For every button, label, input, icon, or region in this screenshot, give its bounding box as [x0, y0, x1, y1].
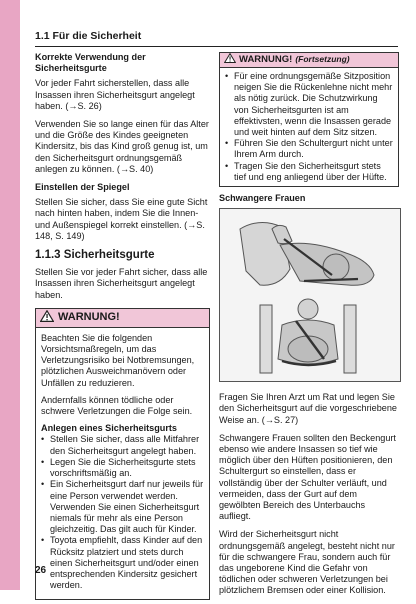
subheading-seatbelt-use: Korrekte Verwendung der Sicherheitsgurte — [35, 52, 146, 74]
list-item: • Toyota empfiehlt, dass Kinder auf den Rücksitz platziert und stets durch einen Sicherheitsgurt und/oder einen entsprechenden Kindersitz gesichert werden. — [41, 535, 203, 591]
subheading-pregnant: Schwangere Frauen — [219, 193, 306, 204]
paragraph: Verwenden Sie so lange einen für das Alter und die Größe des Kindes geeigneten Kindersitz, bis das Kind groß genug ist, um den Sicherheitsgurt ordnungsgemäß anlegen zu können. (→S. 40) — [35, 119, 209, 174]
pregnant-seatbelt-illustration — [219, 208, 401, 382]
warning-title: WARNUNG! — [58, 311, 120, 324]
warning-triangle-icon — [224, 53, 236, 66]
warning-list — [225, 71, 394, 183]
list-item: • Legen Sie die Sicherheitsgurte stets vorschriftsmäßig an. — [41, 456, 196, 479]
paragraph: Vor jeder Fahrt sicherstellen, dass alle Insassen ihren Sicherheitsgurt angelegt haben. (→S. 26) — [35, 78, 195, 111]
paragraph: Stellen Sie sicher, dass Sie eine gute Sicht nach hinten haben, indem Sie die Innen- und Außenspiegel korrekt einstellen. (→S. 148, S. 149) — [35, 197, 208, 241]
warning-continued-note: (Fortsetzung) — [295, 54, 350, 65]
warning-box — [35, 328, 210, 600]
warning-triangle-icon — [40, 310, 54, 325]
list-item: • Führen Sie den Schultergurt nicht unter Ihrem Arm durch. — [225, 138, 393, 160]
page-number: 26 — [35, 565, 47, 576]
subheading-mirrors: Einstellen der Spiegel — [35, 182, 130, 193]
paragraph: Wird der Sicherheitsgurt nicht ordnungsgemäß angelegt, besteht nicht nur für die schwangere Frau, sondern auch für das ungeborene Kind die Gefahr von tödlichen oder schweren Verletzungen bei plötzlichem Bremsen oder einer Kollision. — [219, 529, 395, 596]
warning-paragraph: Beachten Sie die folgenden Vorsichtsmaßregeln, um das Verletzungsrisiko bei Notbremsungen, plötzlichen Ausweichmanövern oder Unfällen zu reduzieren. — [41, 332, 195, 388]
paragraph: Schwangere Frauen sollten den Beckengurt ebenso wie andere Insassen so tief wie möglich über den Hüften positionieren, den Schultergurt so einstellen, dass er vollständig über der Schulter verläuft, und vermeiden, dass der Gurt auf dem gewölbten Bereich des Unterbauchs aufliegt. — [219, 432, 396, 522]
warning-box — [219, 68, 399, 187]
page-header: 1.1 Für die Sicherheit — [35, 30, 142, 42]
paragraph: Fragen Sie Ihren Arzt um Rat und legen Sie den Sicherheitsgurt auf die vorgeschriebene Weise an. (→S. 27) — [219, 392, 397, 425]
warning-list — [41, 434, 205, 591]
warning-paragraph: Andernfalls können tödliche oder schwere Verletzungen die Folge sein. — [41, 394, 193, 417]
warning-title: WARNUNG! — [239, 54, 293, 66]
left-column — [35, 52, 210, 600]
header-rule — [35, 46, 398, 47]
list-item: • Stellen Sie sicher, dass alle Mitfahrer den Sicherheitsgurt angelegt haben. — [41, 434, 200, 456]
warning-continued-header — [219, 52, 399, 68]
right-column — [219, 52, 399, 604]
chapter-tab — [0, 0, 20, 590]
section-heading: 1.1.3 Sicherheitsgurte — [35, 249, 155, 262]
list-item: • Tragen Sie den Sicherheitsgurt stets tief und eng anliegend über der Hüfte. — [225, 160, 387, 182]
list-item: • Ein Sicherheitsgurt darf nur jeweils für eine Person verwendet werden. Verwenden Sie einen Sicherheitsgurt niemals für mehr als eine Person gleichzeitig. Das gilt auch für Kinder. — [41, 479, 204, 535]
warning-subheading: Anlegen eines Sicherheitsgurts — [41, 423, 177, 434]
warning-header — [35, 308, 210, 328]
paragraph: Stellen Sie vor jeder Fahrt sicher, dass alle Insassen ihren Sicherheitsgurt angelegt haben. — [35, 267, 208, 300]
list-item: • Für eine ordnungsgemäße Sitzposition neigen Sie die Rückenlehne nicht mehr als nötig zurück. Die Schutzwirkung von Sicherheitsgurten ist am effektivsten, wenn die Insassen gerade und weit hinten auf dem Sitz sitzen. — [225, 71, 393, 138]
